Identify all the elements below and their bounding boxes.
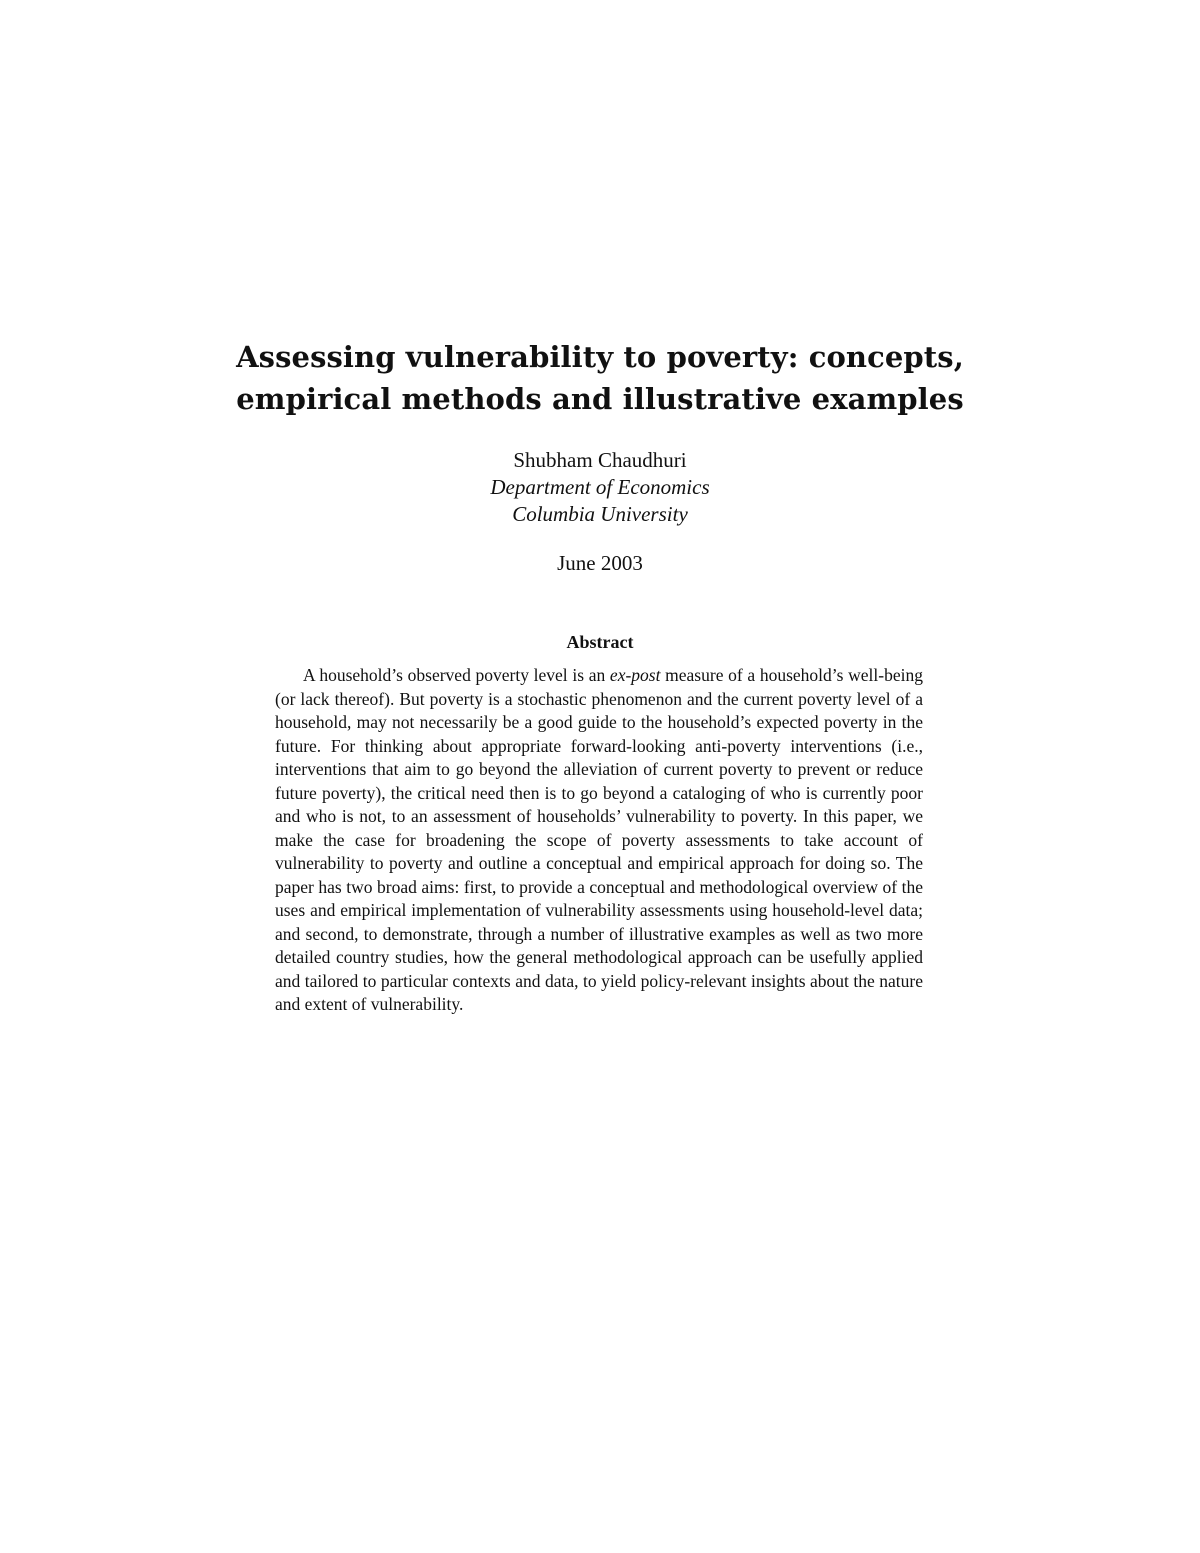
paper-title — [0, 336, 1200, 420]
abstract-text — [275, 664, 923, 1017]
publication-date: June 2003 — [557, 551, 643, 575]
affiliation-department: Department of Economics — [490, 475, 710, 499]
author-block — [0, 447, 1200, 528]
title-block — [0, 336, 1200, 420]
author-name: Shubham Chaudhuri — [513, 448, 687, 472]
abstract-text-part-2: measure of a household’s well-being (or lack thereof). But poverty is a stochastic phenomenon and the current poverty level of a household, may not necessarily be a good guide to the household’s expected poverty in the future. For thinking about appropriate forward-looking anti-poverty interventions (i.e., interventions that aim to go beyond the alleviation of current poverty to prevent or reduce future poverty), the critical need then is to go beyond a cataloging of who is currently poor and who is not, to an assessment of households’ vulnerability to poverty. In this paper, we make the case for broadening the scope of poverty assessments to take account of vulnerability to poverty and outline a conceptual and empirical approach for doing so. The paper has two broad aims: first, to provide a conceptual and methodological overview of the uses and empirical implementation of vulnerability assessments using household-level data; and second, to demonstrate, through a number of illustrative examples as well as two more detailed country studies, how the general methodological approach can be usefully applied and tailored to particular contexts and data, to yield policy-relevant insights about the nature and extent of vulnerability. — [275, 665, 923, 1014]
affiliation-university: Columbia University — [512, 502, 688, 526]
abstract-emphasis: ex-post — [609, 665, 661, 685]
title-line-1: Assessing vulnerability to poverty: concepts, — [236, 340, 964, 374]
abstract-heading: Abstract — [566, 632, 634, 652]
abstract-text-part-1: A household’s observed poverty level is an — [303, 665, 610, 685]
title-line-2: empirical methods and illustrative examples — [236, 382, 964, 416]
